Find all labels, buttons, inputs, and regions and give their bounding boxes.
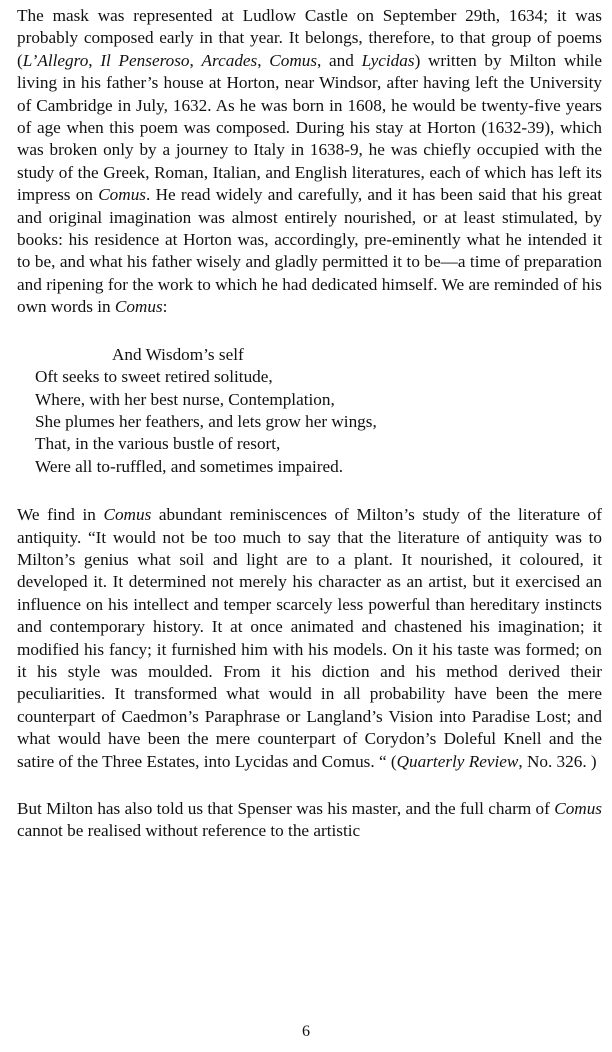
verse-line: That, in the various bustle of resort, [35, 434, 281, 454]
verse-line: Where, with her best nurse, Contemplation, [35, 389, 335, 409]
text-run: , [88, 50, 101, 70]
verse-line: She plumes her feathers, and lets grow her wings, [35, 411, 377, 431]
text-run: The mask was represented at Ludlow Castle on September 29th, 1634; it was probably composed early in that year. It belongs, therefore, to that group of poems ( [17, 6, 602, 70]
italic-title-il-penseroso: Il Penseroso [100, 50, 190, 70]
verse-line: Were all to-ruffled, and sometimes impaired. [35, 456, 344, 476]
italic-title-arcades: Arcades [201, 50, 258, 70]
text-run: ) written by Milton while living in his father’s house at Horton, near Windsor, after having left the University of Cambridge in July, 1632. As he was born in 1608, he would be twenty-five years of age when this poem was composed. During his stay at Horton (1632-39), which was broken only by a journey to Italy in 1638-9, he was chiefly occupied with the study of the Greek, Roman, Italian, and English literatures, each of which has left its impress on [17, 50, 603, 205]
italic-title-comus: Comus [114, 297, 163, 317]
text-run: abundant reminiscences of Milton’s study of the literature of antiquity. “It would not be too much to say that the literature of antiquity was to Milton’s genius what soil and light are to a plant. It nourished, it coloured, it developed it. It determined not merely his character as an artist, but it exercised an influence on his intellect and temper scarcely less powerful than hereditary instincts and contemporary history. It at once animated and chastened his imagination; it modified his fancy; it furnished him with his models. On it his taste was formed; on it his style was moulded. From it his diction and his method derived their peculiarities. It transformed what would in all probability have been the mere counterpart of Caedmon’s Paraphrase or Langland’s Vision into Paradise Lost; and what would have been the mere counterpart of Corydon’s Doleful Knell and the satire of the Three Estates, into Lycidas and Comus. “ ( [17, 505, 602, 771]
italic-title-comus: Comus [269, 50, 318, 70]
verse-line: And Wisdom’s self [112, 344, 244, 364]
verse-quotation [17, 344, 602, 478]
text-run: But Milton has also told us that Spenser was his master, and the full charm of [17, 799, 555, 818]
text-run: , No. 326. ) [518, 751, 597, 771]
text-run: cannot be realised without reference to the artistic [17, 821, 361, 841]
italic-title-comus: Comus [103, 505, 152, 525]
text-run: We find in [17, 505, 104, 525]
paragraph-spacer [17, 773, 602, 798]
italic-title-comus: Comus [554, 799, 602, 818]
italic-title-lallegro: L’Allegro [22, 50, 89, 70]
text-run: , [189, 50, 202, 70]
paragraph-3 [17, 798, 602, 843]
verse-line: Oft seeks to sweet retired solitude, [35, 367, 273, 387]
page-number: 6 [302, 1023, 310, 1040]
italic-title-quarterly-review: Quarterly Review [396, 751, 519, 771]
text-run: : [162, 297, 168, 317]
text-run: , [257, 50, 270, 70]
text-run: . He read widely and carefully, and it has been said that his great and original imagination was almost entirely nourished, or at least stimulated, by books: his residence at Horton was, accordingly, pre-eminently what he intended it to be, and what his father wisely and gladly permitted it to be—a time of preparation and ripening for the work to which he had dedicated himself. We are reminded of his own words in [17, 185, 602, 317]
italic-title-lycidas: Lycidas [361, 50, 415, 70]
paragraph-2 [17, 504, 602, 773]
document-page [17, 5, 602, 843]
paragraph-spacer [17, 478, 602, 504]
paragraph-spacer [17, 319, 602, 344]
italic-title-comus: Comus [98, 185, 146, 205]
text-run: , and [317, 50, 362, 70]
paragraph-1 [17, 5, 602, 319]
